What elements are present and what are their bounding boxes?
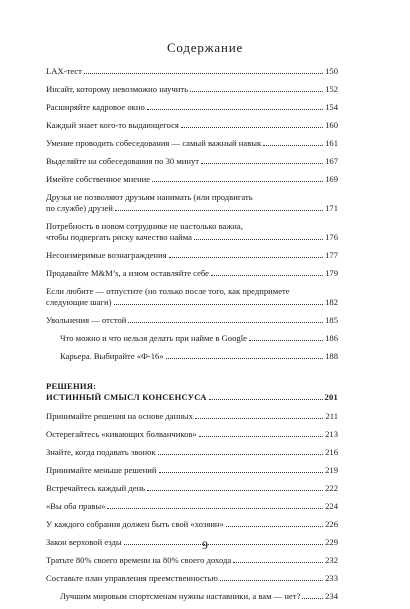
dot-leader — [84, 73, 323, 74]
dot-leader — [152, 181, 323, 182]
toc-entry-title: Что можно и что нельзя делать при найме в Google — [60, 333, 247, 343]
dot-leader — [147, 490, 323, 491]
dot-leader — [194, 239, 323, 240]
toc-entry[interactable] — [46, 429, 338, 440]
toc-entry[interactable] — [46, 174, 338, 185]
toc-entry[interactable] — [46, 250, 338, 261]
toc-entry-title: Инсайт, которому невозможно научить — [46, 84, 189, 94]
toc-entry-title: Умение проводить собеседования — самый важный навык — [46, 138, 262, 148]
toc-subentry[interactable] — [46, 591, 338, 602]
toc-entry[interactable] — [46, 120, 338, 131]
section-heading-page: 201 — [324, 392, 338, 402]
toc-entry-title: Тратьте 80% своего времени на 80% своего дохода — [46, 555, 232, 565]
toc-entry[interactable] — [46, 156, 338, 167]
toc-entry-title: Выделяйте на собеседования по 30 минут — [46, 156, 200, 166]
dot-leader — [166, 358, 323, 359]
toc-entry-title-line2: следующие шаги) — [46, 297, 112, 307]
toc-entry-page: 171 — [325, 203, 338, 213]
dot-leader — [190, 91, 323, 92]
toc-entry-page: 167 — [325, 156, 338, 166]
dot-leader — [169, 257, 324, 258]
toc-entry[interactable] — [46, 102, 338, 113]
toc-entry-title: Встречайтесь каждый день — [46, 483, 146, 493]
page-number: 9 — [202, 538, 208, 552]
toc-entry[interactable] — [46, 286, 338, 308]
toc-entry-title: Карьера. Выбирайте «Ф-16» — [60, 351, 164, 361]
section-spacer — [46, 369, 338, 381]
toc-entry-page: 169 — [325, 174, 338, 184]
page-title: Содержание — [166, 40, 244, 55]
toc-entry-title-line2: по службе) друзей — [46, 203, 113, 213]
toc-entry-page: 229 — [325, 537, 338, 547]
toc-entry-page: 185 — [325, 315, 338, 325]
toc-entry[interactable] — [46, 519, 338, 530]
toc-entry-title-line1: Друзья не позволяют друзьям нанимать (или продвигать — [46, 192, 253, 202]
dot-leader — [181, 127, 323, 128]
dot-leader — [220, 580, 323, 581]
toc-entry-title: Несоизмеримые вознаграждения — [46, 250, 167, 260]
dot-leader — [115, 210, 323, 211]
toc-entry-title: Каждый знает кого-то выдающегося — [46, 120, 179, 130]
toc-entry-page: 211 — [325, 411, 338, 421]
toc-entry-title: Остерегайтесь «кивающих болванчиков» — [46, 429, 197, 439]
toc-entry-page: 226 — [325, 519, 338, 529]
section-heading-line1: РЕШЕНИЯ: — [46, 381, 97, 391]
toc-entry-page: 213 — [325, 429, 338, 439]
toc-entry-page: 224 — [325, 501, 338, 511]
toc-entry-page: 179 — [325, 268, 338, 278]
toc-entry-page: 222 — [325, 483, 338, 493]
toc-entry[interactable] — [46, 221, 338, 243]
dot-leader — [114, 304, 324, 305]
toc-entry-title: Расширяйте кадровое окно — [46, 102, 145, 112]
toc-entry[interactable] — [46, 501, 338, 512]
toc-entry[interactable] — [46, 138, 338, 149]
dot-leader — [201, 163, 323, 164]
toc-entry[interactable] — [46, 66, 338, 77]
dot-leader — [195, 418, 324, 419]
section-heading-line2: ИСТИННЫЙ СМЫСЛ КОНСЕНСУСА — [46, 392, 207, 402]
toc-entry-title: Принимайте меньше решений — [46, 465, 157, 475]
dot-leader — [249, 340, 323, 341]
toc-subentry[interactable] — [46, 351, 338, 362]
toc-entry-page: 154 — [325, 102, 338, 112]
toc-entry-page: 160 — [325, 120, 338, 130]
dot-leader — [159, 472, 324, 473]
toc-entry[interactable] — [46, 465, 338, 476]
dot-leader — [147, 109, 323, 110]
toc-entry-page: 176 — [325, 232, 338, 242]
toc-entry-page: 182 — [325, 297, 338, 307]
toc-entry-page: 150 — [325, 66, 338, 76]
dot-leader — [211, 275, 323, 276]
toc-entry-page: 177 — [325, 250, 338, 260]
toc-entry-title: Увольнения — отстой — [46, 315, 127, 325]
toc-entry-page: 232 — [325, 555, 338, 565]
toc-entry-title: У каждого собрания должен быть свой «хозяин» — [46, 519, 224, 529]
toc-entry[interactable] — [46, 192, 338, 214]
toc-entry-title-line1: Потребность в новом сотруднике не настолько важна, — [46, 221, 243, 231]
toc-entry[interactable] — [46, 573, 338, 584]
table-of-contents — [46, 66, 338, 609]
toc-entry-title: «Вы оба правы» — [46, 501, 106, 511]
toc-entry-title-line1: Если любите — отпустите (но только после того, как предпримете — [46, 286, 290, 296]
dot-leader — [263, 145, 323, 146]
dot-leader — [158, 454, 324, 455]
dot-leader — [226, 526, 323, 527]
dot-leader — [233, 562, 323, 563]
toc-section-heading[interactable] — [46, 381, 338, 403]
dot-leader — [128, 322, 323, 323]
dot-leader — [302, 598, 323, 599]
dot-leader — [209, 399, 323, 400]
toc-entry-title: Знайте, когда подавать звонок — [46, 447, 156, 457]
toc-entry-title: Закон верховой езды — [46, 537, 122, 547]
toc-entry[interactable] — [46, 447, 338, 458]
toc-entry-page: 152 — [325, 84, 338, 94]
toc-entry[interactable] — [46, 411, 338, 422]
toc-entry[interactable] — [46, 315, 338, 326]
toc-entry-title: LAX-тест — [46, 66, 82, 76]
toc-subentry[interactable] — [46, 333, 338, 344]
toc-entry[interactable] — [46, 555, 338, 566]
toc-entry-title: Принимайте решения на основе данных — [46, 411, 193, 421]
toc-entry-page: 188 — [325, 351, 338, 361]
toc-entry-page: 161 — [325, 138, 338, 148]
toc-entry[interactable] — [46, 483, 338, 494]
toc-entry[interactable] — [46, 84, 338, 95]
toc-entry-title-line2: чтобы подвергать риску качество найма — [46, 232, 192, 242]
toc-entry[interactable] — [46, 268, 338, 279]
toc-entry-title: Лучшим мировым спортсменам нужны наставники, а вам — нет? — [60, 591, 301, 601]
toc-entry-page: 234 — [325, 591, 338, 601]
toc-entry-title: Составьте план управления преемственностью — [46, 573, 218, 583]
toc-entry-title: Продавайте M&M’s, а изюм оставляйте себе — [46, 268, 209, 278]
toc-entry-page: 219 — [325, 465, 338, 475]
toc-entry-title: Имейте собственное мнение — [46, 174, 151, 184]
toc-entry-page: 216 — [325, 447, 338, 457]
dot-leader — [199, 436, 323, 437]
toc-entry-page: 186 — [325, 333, 338, 343]
dot-leader — [107, 508, 323, 509]
toc-entry-page: 233 — [325, 573, 338, 583]
